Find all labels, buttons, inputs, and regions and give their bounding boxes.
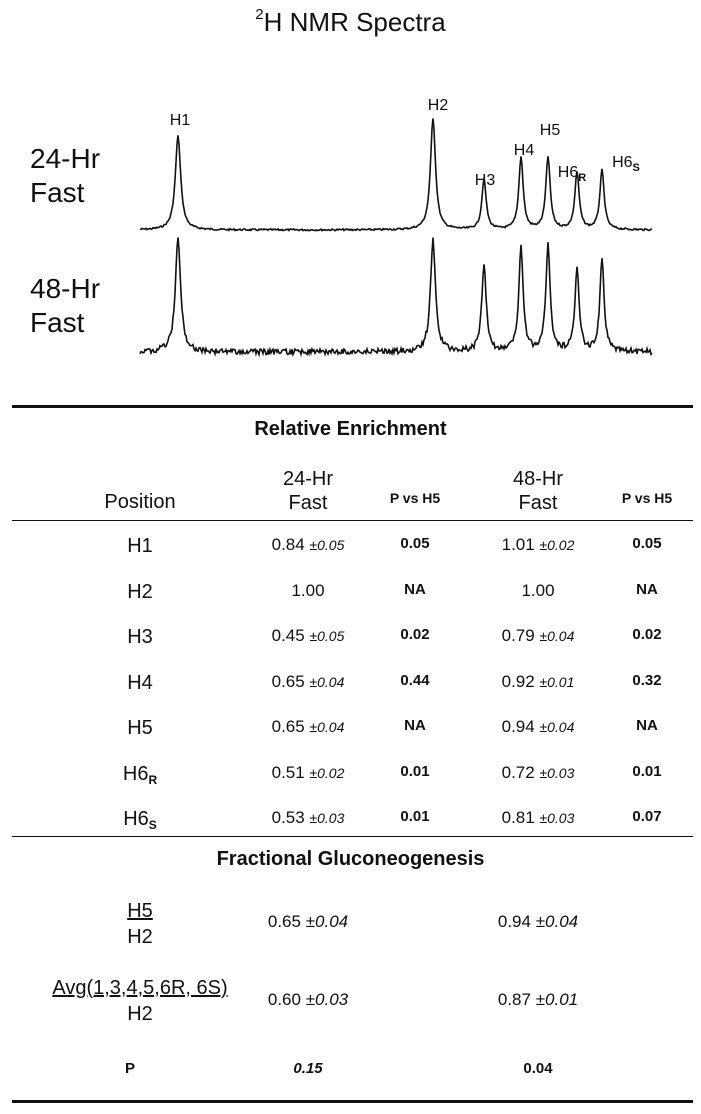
ratio1-24hr	[228, 912, 388, 932]
title-text: H NMR Spectra	[263, 7, 446, 37]
row-4-48hr	[458, 717, 618, 737]
spectrum-label-24hr-line2: Fast	[30, 177, 85, 208]
ratio1-24hr-sd: ±0.04	[305, 912, 349, 931]
row-p48-value: 0.02	[632, 626, 662, 643]
row-48hr-value: 0.94	[501, 717, 535, 736]
row-1-48hr	[458, 581, 618, 601]
row-6-position	[50, 808, 230, 832]
row-2-24hr	[228, 626, 388, 646]
table-top-rule	[12, 405, 693, 408]
ratio2-denominator: H2	[127, 1003, 153, 1025]
row-position: H4	[127, 672, 153, 694]
row-p48-value: NA	[636, 717, 658, 734]
row-48hr-value: 0.81	[501, 808, 535, 827]
figure-title	[0, 6, 701, 38]
row-24hr-sd: ±0.05	[309, 537, 345, 553]
row-48hr-value: 0.92	[501, 672, 535, 691]
row-position: H6	[122, 763, 149, 785]
row-1-24hr	[228, 581, 388, 601]
row-24hr-value: 0.84	[271, 535, 305, 554]
spectrum-label-48hr-line2: Fast	[30, 307, 85, 338]
peak-label-0	[170, 112, 191, 129]
row-1-p24	[370, 581, 460, 598]
row-24hr-value: 0.51	[271, 763, 305, 782]
ratio1-48hr	[458, 912, 618, 932]
section-rule	[12, 836, 693, 837]
row-0-48hr	[458, 535, 618, 555]
ratio1-24hr-value: 0.65	[267, 912, 306, 931]
row-p48-value: 0.05	[632, 535, 662, 552]
p-row-24hr: 0.15	[293, 1060, 323, 1077]
row-6-24hr	[228, 808, 388, 828]
row-24hr-value: 1.00	[291, 581, 325, 600]
peak-label-name: H2	[427, 97, 449, 114]
header-p-vs-h5-24: P vs H5	[389, 490, 441, 506]
header-24hr-line1: 24-Hr	[282, 468, 333, 490]
header-24hr-line2: Fast	[288, 492, 328, 514]
header-24hr-fast	[248, 467, 368, 515]
row-48hr-value: 1.01	[501, 535, 535, 554]
peak-label-1	[428, 97, 449, 114]
row-4-24hr	[228, 717, 388, 737]
row-5-48hr	[458, 763, 618, 783]
header-48hr-line1: 48-Hr	[512, 468, 563, 490]
peak-label-name: H6	[557, 164, 579, 181]
row-48hr-value: 0.72	[501, 763, 535, 782]
spectrum-label-48hr-line1: 48-Hr	[30, 273, 101, 304]
row-position: H2	[127, 581, 153, 603]
peak-label-2	[475, 172, 496, 189]
header-48hr-fast	[478, 467, 598, 515]
row-2-48hr	[458, 626, 618, 646]
peak-label-5	[558, 164, 586, 184]
ratio2-24hr	[228, 990, 388, 1010]
ratio1-label	[40, 898, 240, 950]
row-48hr-sd: ±0.04	[539, 628, 575, 644]
row-2-p48	[602, 626, 692, 643]
row-position-subscript: S	[148, 818, 157, 832]
peak-label-name: H5	[539, 122, 561, 139]
row-48hr-value: 0.79	[501, 626, 535, 645]
row-48hr-sd: ±0.03	[539, 765, 575, 781]
fractional-gluconeogenesis-title: Fractional Gluconeogenesis	[216, 848, 485, 870]
row-3-position	[50, 672, 230, 695]
row-24hr-value: 0.65	[271, 672, 305, 691]
row-2-p24	[370, 626, 460, 643]
row-6-48hr	[458, 808, 618, 828]
peak-label-name: H6	[612, 154, 633, 171]
row-48hr-value: 1.00	[521, 581, 555, 600]
p-row-label: P	[124, 1060, 135, 1077]
row-24hr-sd: ±0.04	[309, 674, 345, 690]
peak-label-name: H3	[474, 172, 496, 189]
row-3-48hr	[458, 672, 618, 692]
row-3-24hr	[228, 672, 388, 692]
row-position: H1	[127, 535, 153, 557]
ratio1-48hr-sd: ±0.04	[535, 912, 579, 931]
ratio2-24hr-value: 0.60	[267, 990, 306, 1009]
row-5-p24	[370, 763, 460, 780]
header-position: Position	[104, 491, 176, 513]
spectrum-trace-48hr	[140, 238, 652, 355]
header-p-vs-h5-48: P vs H5	[621, 490, 673, 506]
peak-label-name: H1	[169, 112, 191, 129]
row-4-p48	[602, 717, 692, 734]
row-p24-value: 0.02	[400, 626, 430, 643]
nmr-spectra-plot	[0, 80, 701, 380]
relative-enrichment-title: Relative Enrichment	[254, 418, 447, 440]
peak-label-name: H4	[513, 142, 535, 159]
row-0-24hr	[228, 535, 388, 555]
row-position: H6	[123, 808, 149, 830]
row-position: H5	[127, 717, 153, 739]
row-5-24hr	[228, 763, 388, 783]
row-24hr-sd: ±0.04	[309, 719, 345, 735]
header-rule	[12, 520, 693, 521]
row-p48-value: 0.01	[632, 763, 662, 780]
row-24hr-value: 0.45	[271, 626, 305, 645]
row-p24-value: 0.01	[400, 808, 430, 825]
ratio1-denominator: H2	[127, 926, 153, 948]
row-24hr-sd: ±0.03	[309, 810, 345, 826]
peak-label-3	[514, 142, 535, 159]
row-p24-value: 0.01	[400, 763, 430, 780]
ratio2-48hr	[458, 990, 618, 1010]
spectrum-label-24hr-line1: 24-Hr	[30, 143, 101, 174]
row-24hr-sd: ±0.02	[309, 765, 345, 781]
row-24hr-value: 0.65	[271, 717, 305, 736]
row-4-p24	[370, 717, 460, 734]
row-5-position	[50, 763, 230, 787]
row-48hr-sd: ±0.01	[539, 674, 575, 690]
row-24hr-value: 0.53	[271, 808, 305, 827]
row-0-position	[50, 535, 230, 558]
row-5-p48	[602, 763, 692, 780]
row-position-subscript: R	[148, 773, 158, 787]
ratio1-48hr-value: 0.94	[497, 912, 536, 931]
peak-label-subscript: R	[578, 172, 587, 184]
ratio2-numerator: Avg(1,3,4,5,6R, 6S)	[52, 977, 228, 999]
table-bottom-rule	[12, 1100, 693, 1103]
title-superscript: 2	[255, 6, 264, 23]
peak-label-6	[612, 154, 640, 174]
row-48hr-sd: ±0.03	[539, 810, 575, 826]
header-48hr-line2: Fast	[518, 492, 558, 514]
row-p24-value: NA	[404, 717, 426, 734]
row-3-p48	[602, 672, 692, 689]
row-p24-value: 0.44	[400, 672, 430, 689]
peak-label-subscript: S	[632, 162, 640, 174]
row-p48-value: 0.32	[632, 672, 662, 689]
row-position: H3	[127, 626, 153, 648]
row-6-p24	[370, 808, 460, 825]
row-48hr-sd: ±0.02	[539, 537, 575, 553]
peak-label-4	[540, 122, 561, 139]
row-p48-value: NA	[636, 581, 658, 598]
row-4-position	[50, 717, 230, 740]
ratio2-48hr-value: 0.87	[497, 990, 536, 1009]
row-1-position	[50, 581, 230, 604]
row-6-p48	[602, 808, 692, 825]
ratio2-48hr-sd: ±0.01	[535, 990, 579, 1009]
ratio1-numerator: H5	[127, 900, 153, 922]
row-p48-value: 0.07	[632, 808, 662, 825]
row-1-p48	[602, 581, 692, 598]
row-24hr-sd: ±0.05	[309, 628, 345, 644]
row-0-p48	[602, 535, 692, 552]
row-p24-value: 0.05	[400, 535, 430, 552]
row-0-p24	[370, 535, 460, 552]
row-3-p24	[370, 672, 460, 689]
row-2-position	[50, 626, 230, 649]
p-row-48hr: 0.04	[523, 1060, 553, 1077]
ratio2-24hr-sd: ±0.03	[305, 990, 349, 1009]
row-p24-value: NA	[404, 581, 426, 598]
row-48hr-sd: ±0.04	[539, 719, 575, 735]
